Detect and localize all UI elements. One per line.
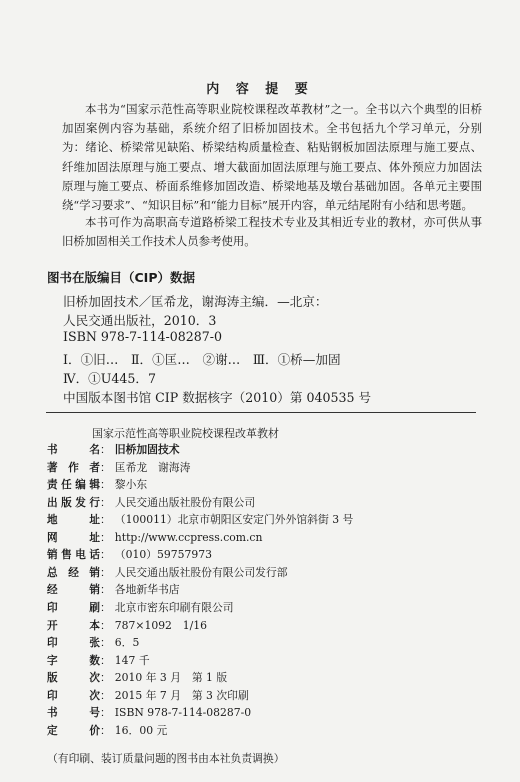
series-name: 国家示范性高等职业院校课程改革教材: [92, 427, 279, 440]
detail-label: 经 销: [47, 584, 100, 597]
detail-row: [47, 582, 180, 597]
detail-label: 总 经 销: [47, 566, 100, 579]
detail-row: [47, 670, 227, 685]
cip-title-line: 旧桥加固技术／匡希龙，谢海涛主编．—北京：: [63, 294, 328, 309]
detail-label: 印 张: [47, 637, 100, 650]
detail-colon: ：: [100, 706, 111, 720]
quality-notice: （有印刷、装订质量问题的图书由本社负责调换）: [47, 752, 285, 765]
detail-row: [47, 565, 288, 580]
detail-colon: ：: [100, 671, 111, 685]
detail-row: [47, 547, 212, 562]
summary-paragraph-2: 本书可作为高职高专道路桥梁工程技术专业及其相近专业的教材，亦可供从事旧桥加固相关工作技术人员参考使用。: [62, 215, 482, 249]
detail-value: 16．00 元: [114, 723, 168, 737]
detail-value: 2015 年 7 月 第 3 次印刷: [114, 688, 249, 702]
detail-row: [47, 618, 207, 633]
detail-colon: ：: [100, 636, 111, 650]
detail-row: [47, 688, 249, 703]
detail-colon: ：: [100, 565, 111, 579]
detail-label: 书 名: [47, 444, 100, 456]
detail-label: 字 数: [47, 654, 100, 667]
detail-value: http://www.ccpress.com.cn: [114, 530, 263, 544]
detail-colon: ：: [100, 600, 111, 614]
detail-row: [47, 460, 190, 475]
cip-classification-line: Ⅰ．①旧… Ⅱ．①匡… ②谢… Ⅲ．①桥—加固: [63, 352, 341, 367]
detail-value: 人民交通出版社股份有限公司发行部: [114, 565, 288, 579]
divider: [46, 412, 476, 413]
detail-label: 责 任 编 辑: [47, 479, 100, 492]
detail-label: 书 号: [47, 707, 100, 720]
detail-label: 著 作 者: [47, 461, 100, 474]
detail-value: （100011）北京市朝阳区安定门外外馆斜街 3 号: [114, 513, 354, 527]
cip-isbn-line: ISBN 978-7-114-08287-0: [63, 329, 223, 344]
detail-value: 147 千: [114, 653, 150, 667]
detail-colon: ：: [100, 460, 111, 474]
detail-value: 2010 年 3 月 第 1 版: [114, 671, 228, 685]
detail-row: [47, 723, 167, 738]
detail-label: 印 次: [47, 689, 100, 702]
detail-label: 地 址: [47, 514, 100, 527]
cip-heading: 图书在版编目（CIP）数据: [47, 270, 195, 285]
detail-row: [47, 653, 150, 668]
detail-colon: ：: [100, 548, 111, 562]
detail-value: （010）59757973: [114, 548, 212, 562]
detail-row: [47, 705, 251, 720]
summary-paragraph-1: 本书为“国家示范性高等职业院校课程改革教材”之一。全书以六个典型的旧桥加固案例内容为基础，系统介绍了旧桥加固技术。全书包括九个学习单元，分别为：绪论、桥梁常见缺陷、桥梁结构质量检查、粘贴钢板加固法原理与施工要点、纤维加固法原理与施工要点、增大截面加固法原理与施工要点、体外预应力加固法原理与施工要点、桥面系维修加固改造、桥梁地基及墩台基础加固。各单元主要围绕“学习要求”、“知识目标”和“能力目标”展开内容，单元结尾附有小结和思考题。: [62, 102, 482, 213]
detail-value: 黎小东: [114, 478, 148, 492]
detail-label: 出 版 发 行: [47, 496, 100, 509]
detail-label: 印 刷: [47, 601, 100, 614]
detail-row: [47, 530, 262, 545]
detail-label: 销 售 电 话: [47, 549, 100, 562]
detail-label: 定 价: [47, 724, 100, 737]
detail-colon: ：: [100, 513, 111, 527]
detail-colon: ：: [100, 688, 111, 702]
detail-label: 网 址: [47, 531, 100, 544]
detail-value: 旧桥加固技术: [114, 443, 180, 456]
detail-value: 各地新华书店: [114, 583, 180, 597]
detail-row: [47, 477, 147, 492]
cip-code-line: Ⅳ．①U445．7: [63, 371, 157, 386]
detail-row: [47, 635, 139, 650]
detail-value: 北京市密东印刷有限公司: [114, 600, 234, 614]
detail-row: [47, 442, 180, 457]
detail-label: 版 次: [47, 672, 100, 685]
detail-value: ISBN 978-7-114-08287-0: [114, 706, 252, 720]
detail-value: 匡希龙 谢海涛: [114, 460, 191, 474]
summary-heading: 内 容 提 要: [206, 82, 314, 97]
detail-colon: ：: [100, 583, 111, 597]
cip-publisher-line: 人民交通出版社，2010．3: [63, 313, 217, 328]
detail-colon: ：: [100, 618, 111, 632]
detail-colon: ：: [100, 653, 111, 667]
detail-row: [47, 600, 234, 615]
detail-value: 787×1092 1/16: [114, 618, 207, 632]
detail-row: [47, 495, 255, 510]
detail-colon: ：: [100, 478, 111, 492]
cip-record-line: 中国版本图书馆 CIP 数据核字（2010）第 040535 号: [63, 390, 372, 405]
detail-row: [47, 512, 353, 527]
detail-value: 人民交通出版社股份有限公司: [114, 495, 256, 509]
detail-colon: ：: [100, 723, 111, 737]
detail-colon: ：: [100, 443, 111, 456]
detail-colon: ：: [100, 530, 111, 544]
detail-value: 6．5: [114, 636, 140, 650]
detail-colon: ：: [100, 495, 111, 509]
detail-label: 开 本: [47, 619, 100, 632]
